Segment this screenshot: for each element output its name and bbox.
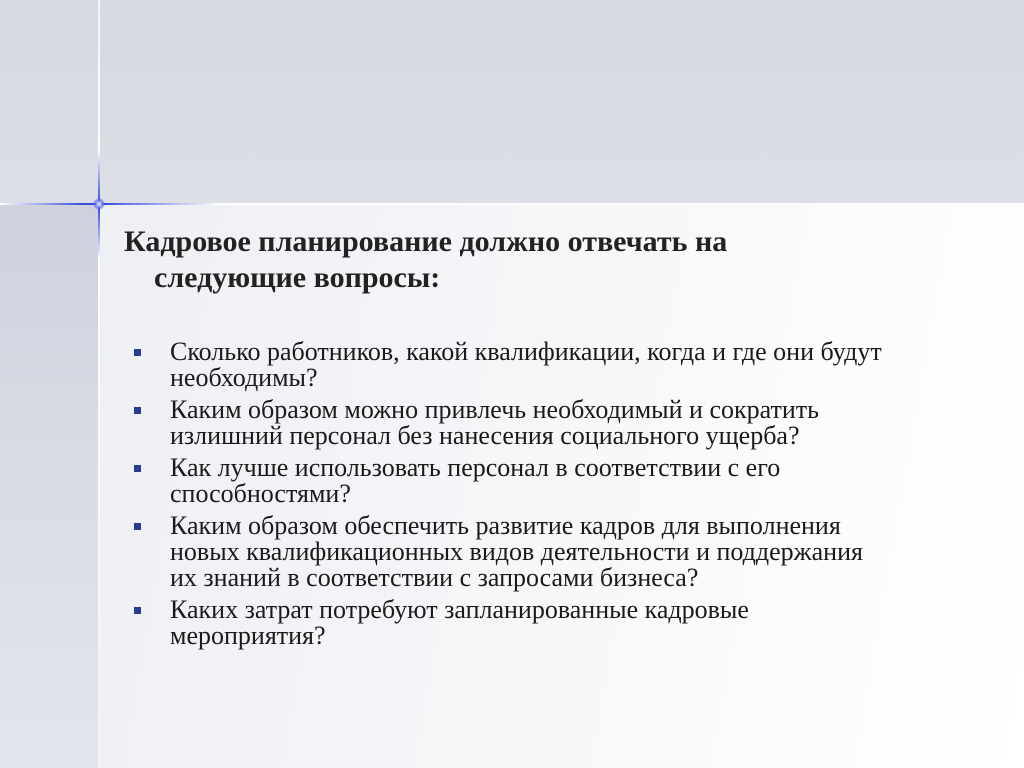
vertical-divider-line (98, 0, 100, 768)
square-bullet-icon (134, 349, 141, 356)
sparkle-horizontal-ray (0, 203, 220, 205)
list-item (134, 597, 994, 649)
list-item-text-line: Как лучше использовать персонал в соответствии с его (170, 453, 781, 482)
square-bullet-icon (134, 465, 141, 472)
list-item-text-line: мероприятия? (170, 621, 326, 650)
list-item-text-line: излишний персонал без нанесения социального ущерба? (170, 421, 800, 450)
list-item-text-line: Сколько работников, какой квалификации, когда и где они будут (170, 337, 882, 366)
list-item-text-line: новых квалификационных видов деятельности и поддержания (170, 537, 863, 566)
list-item-text-line: Каким образом можно привлечь необходимый и сократить (170, 395, 820, 424)
square-bullet-icon (134, 407, 141, 414)
list-item (134, 397, 994, 449)
list-item-text-line: необходимы? (170, 363, 318, 392)
list-item-text-line: способностями? (170, 479, 351, 508)
slide-title (124, 224, 984, 296)
square-bullet-icon (134, 523, 141, 530)
square-bullet-icon (134, 607, 141, 614)
list-item (134, 339, 994, 391)
top-decor-band (0, 0, 1024, 203)
sparkle-star-icon (93, 198, 105, 210)
list-item (134, 455, 994, 507)
slide-title-line-1: Кадровое планирование должно отвечать на (124, 225, 728, 258)
slide-title-line-2: следующие вопросы: (154, 261, 441, 294)
list-item-text-line: Каким образом обеспечить развитие кадров для выполнения (170, 511, 841, 540)
list-item (134, 513, 994, 591)
list-item-text-line: Каких затрат потребуют запланированные кадровые (170, 595, 749, 624)
list-item-text-line: их знаний в соответствии с запросами бизнеса? (170, 563, 699, 592)
question-list (134, 339, 994, 655)
